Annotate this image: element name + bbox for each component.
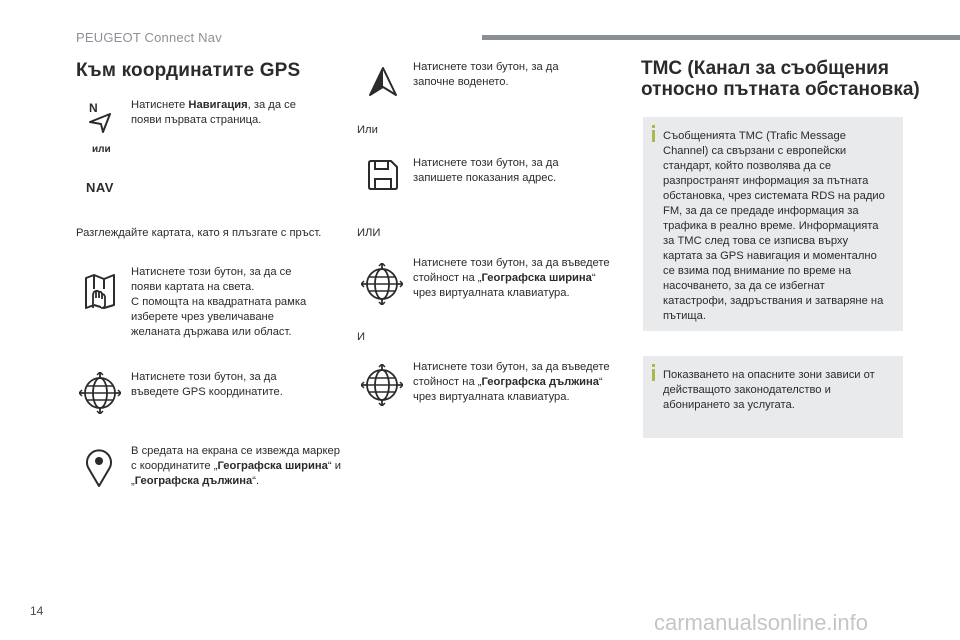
- info-box-danger-zones: [643, 356, 903, 438]
- step-navigation: Натиснете Навигация, за да се появи първата страница.: [131, 99, 296, 126]
- separator-and: И: [357, 331, 366, 343]
- section-title-tmc: TMC (Канал за съобщения относно пътната обстановка): [641, 58, 920, 100]
- step-world-map: Натиснете този бутон, за да се появи картата на света. С помощта на квадратната рамка изберете чрез увеличаване желаната държава или област.: [131, 266, 307, 338]
- guidance-arrow-icon: [368, 66, 398, 98]
- separator-or-2: ИЛИ: [357, 227, 381, 239]
- globe-longitude-icon: [361, 364, 403, 406]
- header-rule: [482, 35, 960, 40]
- step-enter-gps: Натиснете този бутон, за да въведете GPS координатите.: [131, 371, 283, 398]
- step-marker-coordinates: В средата на екрана се извежда маркер с координатите „Географска ширина“ и „Географска дължина“.: [131, 445, 341, 487]
- nav-button-label: NAV: [86, 180, 114, 195]
- info-icon-bar: [652, 130, 655, 142]
- separator-or-1: Или: [357, 124, 378, 136]
- step-save-address: Натиснете този бутон, за да запишете показания адрес.: [413, 157, 559, 184]
- step-enter-latitude: Натиснете този бутон, за да въведете стойност на „Географска ширина“ чрез виртуалната клавиатура.: [413, 257, 610, 299]
- info-icon-dot: [652, 125, 655, 128]
- section-title-gps: Към координатите GPS: [76, 60, 301, 81]
- browse-instruction: Разглеждайте картата, като я плъзгате с пръст.: [76, 227, 322, 239]
- globe-latitude-icon: [361, 263, 403, 305]
- or-label: или: [92, 144, 111, 155]
- info-text-tmc: Съобщенията TMC (Trafic Message Channel) са свързани с европейски стандарт, който позволява да се разпространят информация за пътната обстановка, чрез системата RDS на радио FM, за да се предаде информация за трафика в реално време. Информацията за TMC след това се изписва върху картата за GPS навигация и моментално се взима под внимание по време на насочването, за да се избегнат катастрофи, задръствания и затваряне на пътища.: [663, 130, 885, 322]
- step-start-guidance: Натиснете този бутон, за да започне воденето.: [413, 61, 559, 88]
- location-pin-icon: [84, 446, 114, 488]
- info-box-tmc: [643, 117, 903, 331]
- watermark: carmanualsonline.info: [654, 610, 869, 635]
- svg-text:N: N: [89, 101, 98, 115]
- globe-crosshair-icon: [79, 372, 121, 414]
- page-number: 14: [30, 604, 44, 618]
- navigation-north-icon: [86, 100, 116, 134]
- world-map-icon: [83, 272, 117, 310]
- running-header: PEUGEOT Connect Nav: [76, 30, 222, 45]
- info-icon-dot: [652, 364, 655, 367]
- info-text-danger-zones: Показването на опасните зони зависи от действащото законодателство и абонирането за услугата.: [663, 369, 875, 411]
- info-icon-bar: [652, 369, 655, 381]
- save-floppy-icon: [366, 158, 400, 192]
- step-enter-longitude: Натиснете този бутон, за да въведете стойност на „Географска дължина“ чрез виртуалната клавиатура.: [413, 361, 610, 403]
